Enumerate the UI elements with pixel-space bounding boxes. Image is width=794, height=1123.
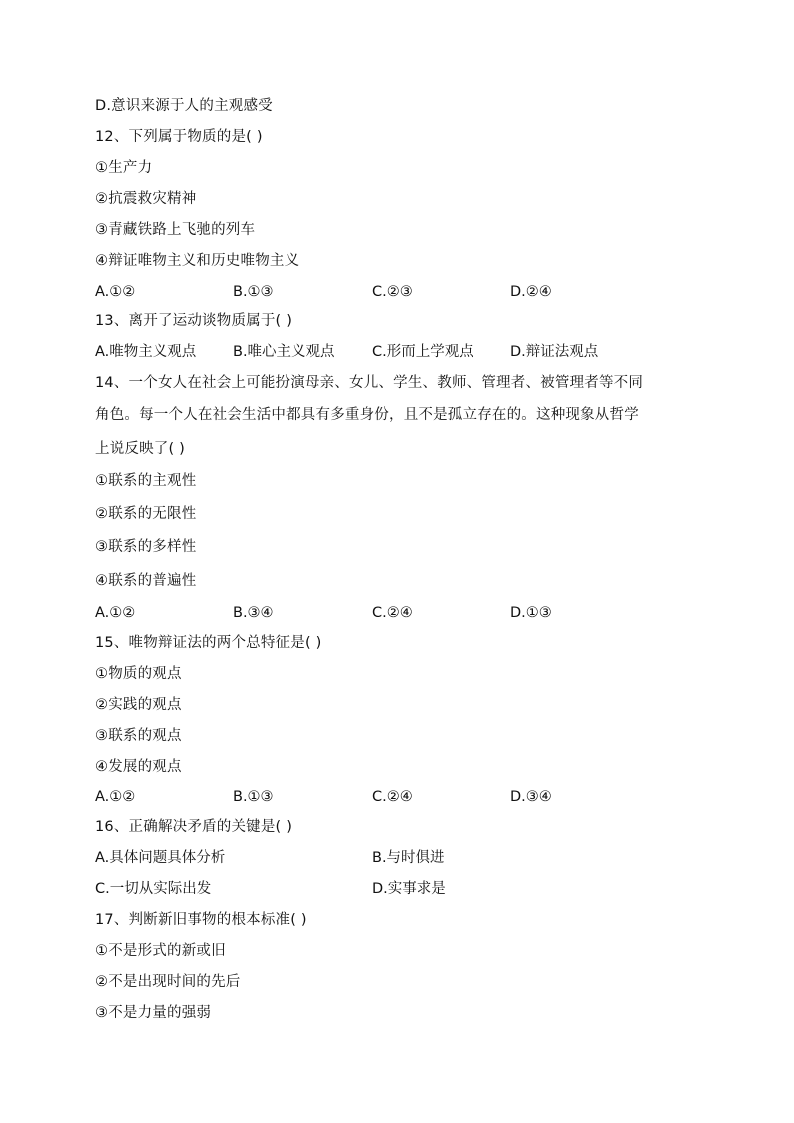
q16-option-b: B.与时俱进: [372, 850, 445, 866]
q15-stem: 15、唯物辩证法的两个总特征是( ): [95, 635, 322, 651]
q14-stem-line-3: 上说反映了( ): [95, 441, 186, 457]
q16-option-d: D.实事求是: [372, 881, 446, 897]
q15-option-b: B.①③: [233, 789, 274, 805]
q13-stem: 13、离开了运动谈物质属于( ): [95, 313, 293, 329]
q17-stem: 17、判断新旧事物的根本标准( ): [95, 912, 307, 928]
q14-stem-line-1: 14、一个女人在社会上可能扮演母亲、女儿、学生、教师、管理者、被管理者等不同: [95, 375, 644, 391]
q13-option-d: D.辩证法观点: [510, 344, 599, 360]
q16-option-c: C.一切从实际出发: [95, 881, 212, 897]
q12-option-d: D.②④: [510, 284, 552, 300]
q15-option-d: D.③④: [510, 789, 552, 805]
q12-item-3: ③青藏铁路上飞驰的列车: [95, 222, 256, 238]
q14-item-1: ①联系的主观性: [95, 473, 197, 489]
q14-item-3: ③联系的多样性: [95, 539, 197, 555]
q14-option-c: C.②④: [372, 605, 413, 621]
q16-option-a: A.具体问题具体分析: [95, 850, 226, 866]
q13-option-a: A.唯物主义观点: [95, 344, 197, 360]
q15-item-1: ①物质的观点: [95, 666, 182, 682]
q13-option-b: B.唯心主义观点: [233, 344, 335, 360]
q13-option-c: C.形而上学观点: [372, 344, 474, 360]
q12-stem: 12、下列属于物质的是( ): [95, 129, 263, 145]
q14-option-d: D.①③: [510, 605, 552, 621]
q11-option-d: D.意识来源于人的主观感受: [95, 98, 273, 114]
q14-option-a: A.①②: [95, 605, 136, 621]
q12-option-b: B.①③: [233, 284, 274, 300]
q12-item-4: ④辩证唯物主义和历史唯物主义: [95, 253, 300, 269]
q15-item-4: ④发展的观点: [95, 759, 182, 775]
q16-stem: 16、正确解决矛盾的关键是( ): [95, 819, 293, 835]
q12-option-a: A.①②: [95, 284, 136, 300]
q12-item-1: ①生产力: [95, 160, 153, 176]
q15-option-a: A.①②: [95, 789, 136, 805]
q17-item-2: ②不是出现时间的先后: [95, 974, 241, 990]
q14-item-2: ②联系的无限性: [95, 506, 197, 522]
q14-item-4: ④联系的普遍性: [95, 573, 197, 589]
q12-item-2: ②抗震救灾精神: [95, 191, 197, 207]
q14-option-b: B.③④: [233, 605, 274, 621]
q15-item-2: ②实践的观点: [95, 697, 182, 713]
q17-item-1: ①不是形式的新或旧: [95, 943, 226, 959]
q12-option-c: C.②③: [372, 284, 413, 300]
q14-stem-line-2: 角色。每一个人在社会生活中都具有多重身份，且不是孤立存在的。这种现象从哲学: [95, 407, 639, 423]
q15-option-c: C.②④: [372, 789, 413, 805]
q17-item-3: ③不是力量的强弱: [95, 1005, 212, 1021]
q15-item-3: ③联系的观点: [95, 728, 182, 744]
